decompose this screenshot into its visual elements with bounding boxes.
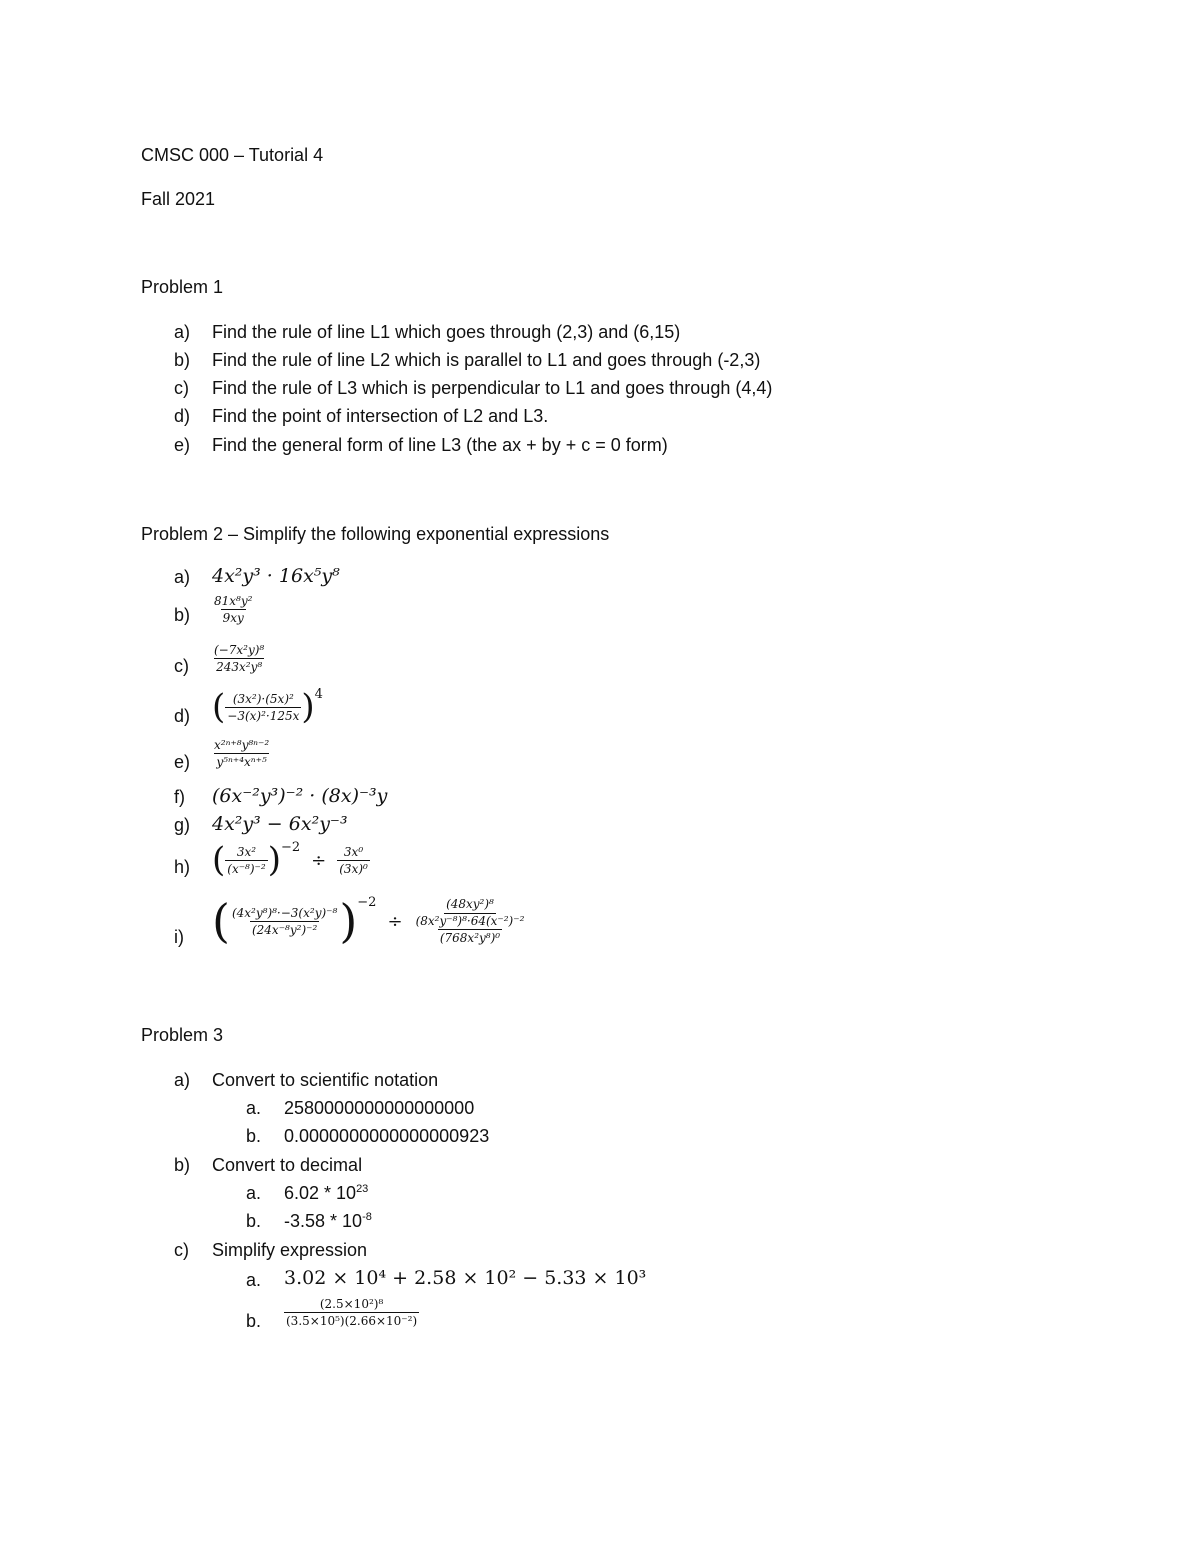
problem2-f-expr: (6x⁻²y³)⁻² · (8x)⁻³y xyxy=(212,785,388,807)
problem2-c-expr xyxy=(212,643,266,674)
problem3-b-sub-b-base: -3.58 * 10 xyxy=(284,1211,363,1231)
problem2-g-expr: 4x²y³ − 6x²y⁻³ xyxy=(212,813,348,835)
problem3-b-sub-b-exponent: -8 xyxy=(362,1211,372,1223)
problem2-e-label: e) xyxy=(174,752,191,772)
problem2-a-label: a) xyxy=(174,567,191,587)
problem3-a-text: Convert to scientific notation xyxy=(212,1070,439,1090)
problem3-c-text: Simplify expression xyxy=(212,1240,368,1260)
problem2-a-expr: 4x²y³ · 16x⁵y⁸ xyxy=(212,565,340,587)
problem3-c-sub-a-label: a. xyxy=(246,1270,262,1290)
problem2-e-expr xyxy=(212,738,271,769)
problem2-h-expr: ( $\frac{\text{3x²}}{\text{(x⁻⁸)⁻²}}$ )$^{-2}$ ÷ $\frac{\text{3x⁰}}{\text{(3x)⁰}}$ xyxy=(212,839,368,880)
problem2-h2-denominator: (3x)⁰ xyxy=(339,861,368,876)
problem2-i-denominator: (24x⁻⁸y²)⁻² xyxy=(251,922,318,937)
problem1-heading: Problem 1 xyxy=(141,277,224,297)
problem2-h2-numerator: 3x⁰ xyxy=(343,844,364,859)
problem2-d-denominator: −3(x)²·125x xyxy=(227,708,300,723)
problem3-a-sub-b-label: b. xyxy=(246,1126,262,1146)
problem3-a-sub-b-text: 0.0000000000000000923 xyxy=(284,1126,490,1146)
problem2-i2-denominator: (768x²y⁸)⁰ xyxy=(439,931,501,945)
problem1-e-label: e) xyxy=(174,435,191,455)
problem1-b-label: b) xyxy=(174,350,191,370)
problem2-e-numerator: x²ⁿ⁺⁸y⁸ⁿ⁻² xyxy=(214,738,270,752)
problem3-b-sub-a-expr xyxy=(284,1183,368,1204)
problem3-c-sub-b-label: b. xyxy=(246,1311,262,1331)
problem2-i-label: i) xyxy=(174,927,184,947)
problem2-i-numerator: (4x²y⁸)⁸·−3(x²y)⁻⁸ xyxy=(231,905,338,920)
problem2-c-denominator: 243x²y⁸ xyxy=(216,660,263,674)
problem1-d-text: Find the point of intersection of L2 and L3. xyxy=(212,406,549,426)
problem3-b-sub-b-expr xyxy=(284,1211,372,1232)
problem1-d-label: d) xyxy=(174,406,191,426)
problem1-c-text: Find the rule of L3 which is perpendicular to L1 and goes through (4,4) xyxy=(212,378,773,398)
problem2-f-label: f) xyxy=(174,787,185,807)
problem2-i-exponent: −2 xyxy=(357,894,377,910)
problem2-b-label: b) xyxy=(174,605,191,625)
document-term: Fall 2021 xyxy=(141,189,216,209)
problem3-b-text: Convert to decimal xyxy=(212,1155,363,1175)
problem1-a-label: a) xyxy=(174,322,191,342)
problem2-d-label: d) xyxy=(174,706,191,726)
problem1-a-text: Find the rule of line L1 which goes through (2,3) and (6,15) xyxy=(212,322,681,342)
problem1-c-label: c) xyxy=(174,378,189,398)
problem2-c-numerator: (−7x²y)⁸ xyxy=(214,643,265,657)
problem3-heading: Problem 3 xyxy=(141,1025,224,1045)
problem2-h-label: h) xyxy=(174,857,191,877)
problem2-heading: Problem 2 – Simplify the following exponential expressions xyxy=(141,524,610,544)
problem2-i2-numerator: (48xy²)⁸ xyxy=(444,897,496,914)
problem3-c-sub-b-expr xyxy=(284,1297,419,1328)
problem2-d-expr xyxy=(212,686,323,727)
problem3-b-sub-b-label: b. xyxy=(246,1211,262,1231)
problem2-h-exponent: −2 xyxy=(280,839,301,855)
problem2-h-denominator: (x⁻⁸)⁻² xyxy=(227,861,266,876)
problem2-i-expr: ( $\frac{\text{(4x²y⁸)⁸·−3(x²y)⁻⁸}}{\text{(24x⁻⁸y²)⁻²}}$ )$^{-2}$ ÷ (48xy²)⁸ (8x²y⁻⁸)⁸·64(x⁻²)⁻² (768x²y⁸)⁰ xyxy=(212,894,525,948)
problem3-a-label: a) xyxy=(174,1070,191,1090)
problem3-a-sub-a-text: 2580000000000000000 xyxy=(284,1098,475,1118)
problem2-b-denominator: 9xy xyxy=(222,611,244,625)
problem3-c-sub-b-numerator: (2.5×10²)⁸ xyxy=(319,1297,384,1311)
problem2-h-divide: ÷ xyxy=(311,849,327,871)
problem2-d-numerator: (3x²)·(5x)² xyxy=(232,691,294,706)
problem3-b-sub-a-base: 6.02 * 10 xyxy=(284,1183,357,1203)
document-title: CMSC 000 – Tutorial 4 xyxy=(141,145,324,165)
problem2-g-label: g) xyxy=(174,815,191,835)
problem2-i2-middle: (8x²y⁻⁸)⁸·64(x⁻²)⁻² xyxy=(415,914,525,928)
problem3-b-label: b) xyxy=(174,1155,191,1175)
problem2-h-numerator: 3x² xyxy=(236,844,257,859)
problem3-b-sub-a-exponent: 23 xyxy=(356,1183,369,1195)
problem2-b-numerator: 81x⁸y² xyxy=(214,594,253,608)
problem2-d-exponent: 4 xyxy=(314,686,323,702)
problem3-c-sub-b-denominator: (3.5×10⁵)(2.66×10⁻²) xyxy=(286,1314,418,1328)
problem3-b-sub-a-label: a. xyxy=(246,1183,262,1203)
problem1-e-text: Find the general form of line L3 (the ax + by + c = 0 form) xyxy=(212,435,668,455)
problem1-b-text: Find the rule of line L2 which is parallel to L1 and goes through (-2,3) xyxy=(212,350,761,370)
problem3-c-sub-a-expr: 3.02 × 10⁴ + 2.58 × 10² − 5.33 × 10³ xyxy=(284,1267,647,1289)
problem3-a-sub-a-label: a. xyxy=(246,1098,262,1118)
problem2-b-expr xyxy=(212,594,254,625)
close-paren: ) xyxy=(301,687,315,727)
problem2-i-divide: ÷ xyxy=(387,910,403,932)
problem2-c-label: c) xyxy=(174,656,189,676)
open-paren: ( xyxy=(212,687,226,727)
problem3-c-label: c) xyxy=(174,1240,189,1260)
problem2-e-denominator: y⁵ⁿ⁺⁴xⁿ⁺⁵ xyxy=(216,755,267,769)
